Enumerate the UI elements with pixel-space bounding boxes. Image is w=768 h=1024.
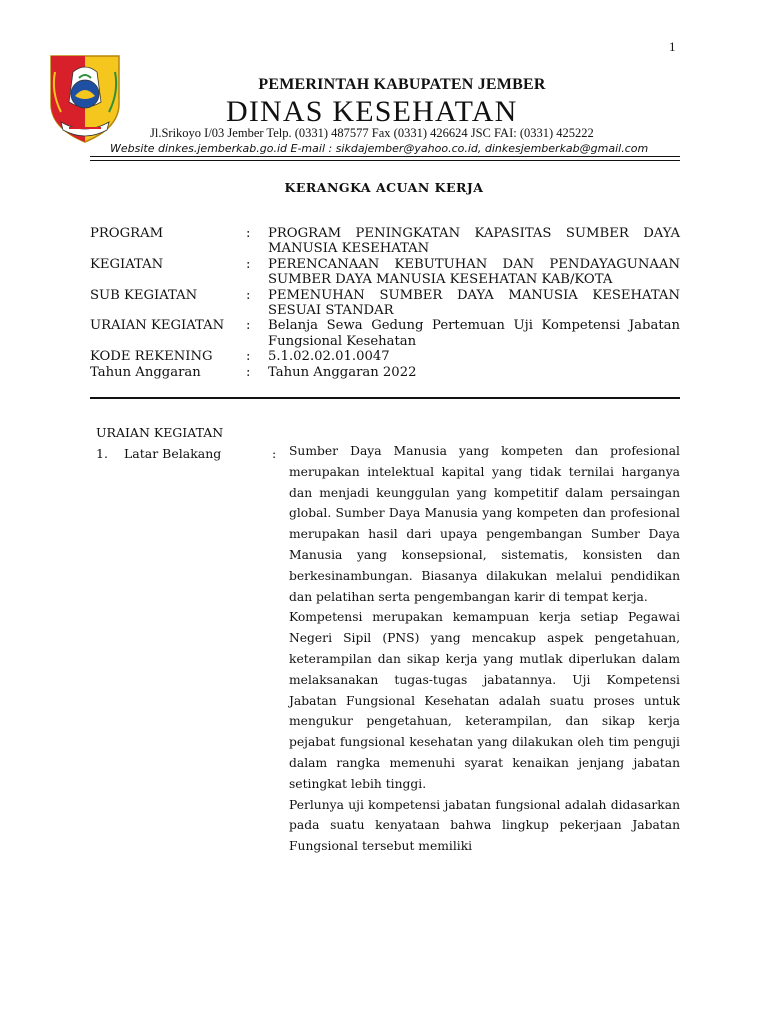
item-number: 1.: [96, 446, 108, 461]
info-label: PROGRAM: [90, 226, 164, 241]
office-address: Jl.Srikoyo I/03 Jember Telp. (0331) 487577 Fax (0331) 426624 JSC FAI: (0331) 425222: [150, 126, 594, 140]
section-divider: [90, 397, 680, 399]
website-and-email: Website dinkes.jemberkab.go.id E-mail : sikdajember@yahoo.co.id, dinkesjemberkab@gmail.com: [110, 142, 649, 155]
info-value: PERENCANAAN KEBUTUHAN DAN PENDAYAGUNAAN SUMBER DAYA MANUSIA KESEHATAN KAB/KOTA: [268, 256, 680, 288]
info-colon: :: [246, 287, 251, 303]
background-body-text: [289, 441, 680, 857]
info-value: Belanja Sewa Gedung Pertemuan Uji Kompetensi Jabatan Fungsional Kesehatan: [268, 318, 680, 349]
info-value: Tahun Anggaran 2022: [268, 364, 417, 380]
info-row-kegiatan: [90, 257, 680, 288]
paragraph: Perlunya uji kompetensi jabatan fungsional adalah didasarkan pada suatu kenyataan bahwa lingkup pekerjaan Jabatan Fungsional tersebut memiliki: [289, 797, 680, 854]
document-title: KERANGKA ACUAN KERJA: [284, 180, 484, 195]
letterhead-divider: [90, 156, 680, 161]
department-name: DINAS KESEHATAN: [226, 95, 518, 128]
info-value: PEMENUHAN SUMBER DAYA MANUSIA KESEHATAN SESUAI STANDAR: [268, 287, 680, 319]
info-row-program: [90, 226, 680, 257]
info-colon: :: [246, 226, 251, 241]
jember-regency-shield-icon: [43, 52, 127, 144]
info-colon: :: [246, 364, 251, 380]
info-label: Tahun Anggaran: [90, 364, 201, 380]
paragraph: Kompetensi merupakan kemampuan kerja setiap Pegawai Negeri Sipil (PNS) yang mencakup aspek pengetahuan, keterampilan dan sikap kerja yang mutlak diperlukan dalam melaksanakan tugas-tugas jabatannya. Uji Kompetensi Jabatan Fungsional Kesehatan adalah suatu proses untuk mengukur pengetahuan, keterampilan, dan sikap kerja pejabat fungsional kesehatan yang dilakukan oleh tim penguji dalam rangka memenuhi syarat kenaikan jenjang jabatan setingkat lebih tinggi.: [289, 610, 680, 791]
paragraph: Sumber Daya Manusia yang kompeten dan profesional merupakan intelektual kapital yang tidak ternilai harganya dan menjadi keunggulan yang kompetitif dalam persaingan global. Sumber Daya Manusia yang kompeten dan profesional merupakan hasil dari upaya pengembangan Sumber Daya Manusia yang konsepsional, sistematis, konsisten dan berkesinambungan. Biasanya dilakukan melalui pendidikan dan pelatihan serta pengembangan karir di tempat kerja.: [289, 444, 680, 604]
page-number: 1: [669, 39, 676, 54]
info-colon: :: [246, 349, 251, 365]
info-value: PROGRAM PENINGKATAN KAPASITAS SUMBER DAYA MANUSIA KESEHATAN: [268, 226, 680, 257]
info-label: SUB KEGIATAN: [90, 287, 198, 303]
item-colon: :: [272, 446, 277, 461]
info-label: KEGIATAN: [90, 256, 164, 272]
item-label: Latar Belakang: [124, 446, 222, 461]
section-heading: URAIAN KEGIATAN: [96, 425, 224, 440]
info-label: KODE REKENING: [90, 349, 213, 365]
info-colon: :: [246, 318, 251, 334]
government-name: PEMERINTAH KABUPATEN JEMBER: [258, 76, 546, 93]
info-row-uraian-kegiatan: [90, 318, 680, 349]
info-colon: :: [246, 256, 251, 272]
info-row-sub-kegiatan: [90, 288, 680, 319]
program-info-table: [90, 226, 680, 380]
info-value: 5.1.02.02.01.0047: [268, 349, 390, 365]
info-row-kode-rekening: [90, 349, 680, 364]
info-label: URAIAN KEGIATAN: [90, 318, 225, 334]
info-row-tahun-anggaran: [90, 365, 680, 380]
